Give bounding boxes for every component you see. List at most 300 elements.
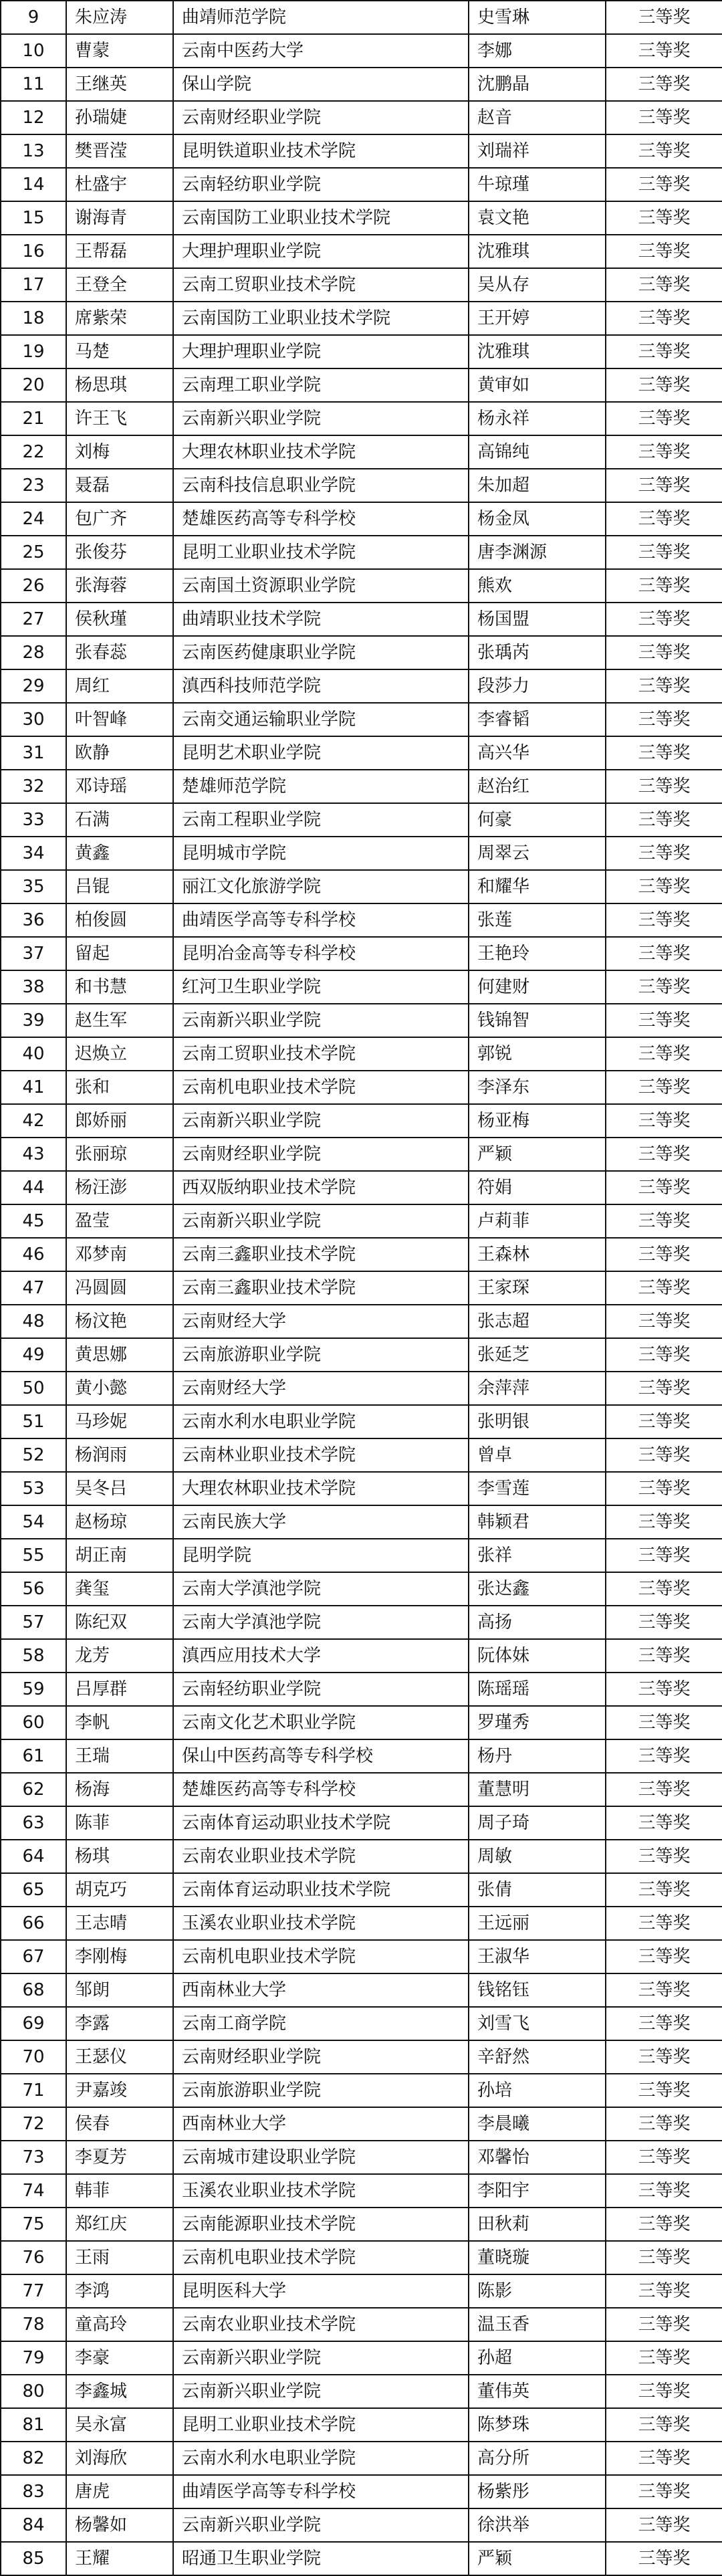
teacher-name-cell: 王开婷 <box>469 302 606 335</box>
award-level-cell: 三等奖 <box>606 168 722 201</box>
table-row <box>1 569 722 603</box>
teacher-name-cell: 高分所 <box>469 2442 606 2475</box>
teacher-name-cell: 董伟英 <box>469 2375 606 2408</box>
award-level-cell: 三等奖 <box>606 1539 722 1572</box>
award-level-cell: 三等奖 <box>606 1138 722 1171</box>
teacher-name-cell: 王远丽 <box>469 1907 606 1940</box>
row-number-cell: 69 <box>1 2007 66 2040</box>
student-name-cell: 聂磊 <box>66 469 173 502</box>
teacher-name-cell: 沈雅琪 <box>469 335 606 368</box>
school-name-cell: 昆明城市学院 <box>173 837 469 870</box>
table-row <box>1 2341 722 2375</box>
school-name-cell: 曲靖师范学院 <box>173 1 469 34</box>
school-name-cell: 云南三鑫职业技术学院 <box>173 1271 469 1305</box>
student-name-cell: 陈菲 <box>66 1806 173 1840</box>
school-name-cell: 云南能源职业技术学院 <box>173 2208 469 2241</box>
school-name-cell: 云南财经大学 <box>173 1372 469 1405</box>
student-name-cell: 柏俊圆 <box>66 903 173 937</box>
school-name-cell: 云南三鑫职业技术学院 <box>173 1238 469 1271</box>
award-level-cell: 三等奖 <box>606 2308 722 2341</box>
table-row <box>1 970 722 1004</box>
row-number-cell: 18 <box>1 302 66 335</box>
award-level-cell: 三等奖 <box>606 1973 722 2007</box>
table-row <box>1 2542 722 2575</box>
row-number-cell: 44 <box>1 1171 66 1204</box>
award-level-cell: 三等奖 <box>606 1305 722 1338</box>
student-name-cell: 吴冬吕 <box>66 1472 173 1505</box>
row-number-cell: 76 <box>1 2241 66 2274</box>
table-row <box>1 2007 722 2040</box>
table-row <box>1 703 722 736</box>
teacher-name-cell: 徐洪举 <box>469 2508 606 2542</box>
school-name-cell: 云南农业职业技术学院 <box>173 2308 469 2341</box>
award-level-cell: 三等奖 <box>606 970 722 1004</box>
table-row <box>1 134 722 168</box>
award-level-cell: 三等奖 <box>606 1004 722 1037</box>
school-name-cell: 西南林业大学 <box>173 1973 469 2007</box>
school-name-cell: 云南新兴职业学院 <box>173 1004 469 1037</box>
teacher-name-cell: 符娟 <box>469 1171 606 1204</box>
table-row <box>1 2475 722 2508</box>
award-level-cell: 三等奖 <box>606 1238 722 1271</box>
table-row <box>1 2107 722 2141</box>
student-name-cell: 谢海青 <box>66 201 173 235</box>
award-level-cell: 三等奖 <box>606 1472 722 1505</box>
award-level-cell: 三等奖 <box>606 1639 722 1673</box>
table-row <box>1 1238 722 1271</box>
row-number-cell: 40 <box>1 1037 66 1071</box>
teacher-name-cell: 韩颖君 <box>469 1505 606 1539</box>
row-number-cell: 22 <box>1 435 66 469</box>
teacher-name-cell: 黄审如 <box>469 368 606 402</box>
award-level-cell: 三等奖 <box>606 903 722 937</box>
row-number-cell: 31 <box>1 736 66 770</box>
student-name-cell: 张丽琼 <box>66 1138 173 1171</box>
award-level-cell: 三等奖 <box>606 1572 722 1606</box>
row-number-cell: 17 <box>1 268 66 302</box>
teacher-name-cell: 沈雅琪 <box>469 235 606 268</box>
row-number-cell: 55 <box>1 1539 66 1572</box>
student-name-cell: 陈纪双 <box>66 1606 173 1639</box>
row-number-cell: 20 <box>1 368 66 402</box>
school-name-cell: 昆明工业职业技术学院 <box>173 536 469 569</box>
row-number-cell: 28 <box>1 636 66 669</box>
row-number-cell: 45 <box>1 1204 66 1238</box>
row-number-cell: 11 <box>1 68 66 101</box>
school-name-cell: 云南新兴职业学院 <box>173 2375 469 2408</box>
row-number-cell: 10 <box>1 34 66 68</box>
teacher-name-cell: 段莎力 <box>469 669 606 703</box>
row-number-cell: 62 <box>1 1773 66 1806</box>
student-name-cell: 曹蒙 <box>66 34 173 68</box>
student-name-cell: 胡正南 <box>66 1539 173 1572</box>
student-name-cell: 冯圆圆 <box>66 1271 173 1305</box>
award-level-cell: 三等奖 <box>606 1438 722 1472</box>
award-level-cell: 三等奖 <box>606 302 722 335</box>
school-name-cell: 大理农林职业技术学院 <box>173 1472 469 1505</box>
table-row <box>1 2141 722 2174</box>
student-name-cell: 李鸿 <box>66 2274 173 2308</box>
row-number-cell: 47 <box>1 1271 66 1305</box>
teacher-name-cell: 高锦纯 <box>469 435 606 469</box>
teacher-name-cell: 辛舒然 <box>469 2040 606 2074</box>
table-row <box>1 2408 722 2442</box>
teacher-name-cell: 钱铭钰 <box>469 1973 606 2007</box>
table-row <box>1 636 722 669</box>
award-level-cell: 三等奖 <box>606 1706 722 1739</box>
row-number-cell: 34 <box>1 837 66 870</box>
teacher-name-cell: 何建财 <box>469 970 606 1004</box>
award-level-cell: 三等奖 <box>606 536 722 569</box>
student-name-cell: 王雨 <box>66 2241 173 2274</box>
school-name-cell: 云南医药健康职业学院 <box>173 636 469 669</box>
school-name-cell: 昆明铁道职业技术学院 <box>173 134 469 168</box>
teacher-name-cell: 杨亚梅 <box>469 1104 606 1138</box>
row-number-cell: 50 <box>1 1372 66 1405</box>
student-name-cell: 吕锟 <box>66 870 173 903</box>
teacher-name-cell: 王森林 <box>469 1238 606 1271</box>
award-level-cell: 三等奖 <box>606 2074 722 2107</box>
student-name-cell: 黄鑫 <box>66 837 173 870</box>
row-number-cell: 53 <box>1 1472 66 1505</box>
student-name-cell: 石满 <box>66 803 173 837</box>
table-row <box>1 669 722 703</box>
row-number-cell: 81 <box>1 2408 66 2442</box>
table-row <box>1 1338 722 1372</box>
school-name-cell: 昆明工业职业技术学院 <box>173 2408 469 2442</box>
row-number-cell: 30 <box>1 703 66 736</box>
row-number-cell: 54 <box>1 1505 66 1539</box>
award-level-cell: 三等奖 <box>606 703 722 736</box>
award-level-cell: 三等奖 <box>606 368 722 402</box>
row-number-cell: 13 <box>1 134 66 168</box>
row-number-cell: 41 <box>1 1071 66 1104</box>
row-number-cell: 82 <box>1 2442 66 2475</box>
award-level-cell: 三等奖 <box>606 2040 722 2074</box>
teacher-name-cell: 高扬 <box>469 1606 606 1639</box>
teacher-name-cell: 张莲 <box>469 903 606 937</box>
student-name-cell: 盈莹 <box>66 1204 173 1238</box>
table-row <box>1 1773 722 1806</box>
award-level-cell: 三等奖 <box>606 1171 722 1204</box>
row-number-cell: 75 <box>1 2208 66 2241</box>
teacher-name-cell: 罗瑾秀 <box>469 1706 606 1739</box>
row-number-cell: 42 <box>1 1104 66 1138</box>
student-name-cell: 邹朗 <box>66 1973 173 2007</box>
teacher-name-cell: 朱加超 <box>469 469 606 502</box>
teacher-name-cell: 周翠云 <box>469 837 606 870</box>
row-number-cell: 9 <box>1 1 66 34</box>
school-name-cell: 云南新兴职业学院 <box>173 2341 469 2375</box>
school-name-cell: 云南城市建设职业学院 <box>173 2141 469 2174</box>
teacher-name-cell: 牛琼瑾 <box>469 168 606 201</box>
row-number-cell: 26 <box>1 569 66 603</box>
award-level-cell: 三等奖 <box>606 134 722 168</box>
table-row <box>1 235 722 268</box>
row-number-cell: 38 <box>1 970 66 1004</box>
award-level-cell: 三等奖 <box>606 1940 722 1973</box>
school-name-cell: 大理护理职业学院 <box>173 235 469 268</box>
school-name-cell: 云南林业职业技术学院 <box>173 1438 469 1472</box>
table-row <box>1 2241 722 2274</box>
row-number-cell: 33 <box>1 803 66 837</box>
school-name-cell: 云南机电职业技术学院 <box>173 1071 469 1104</box>
teacher-name-cell: 何豪 <box>469 803 606 837</box>
student-name-cell: 李露 <box>66 2007 173 2040</box>
award-level-cell: 三等奖 <box>606 335 722 368</box>
school-name-cell: 保山中医药高等专科学校 <box>173 1739 469 1773</box>
student-name-cell: 杨汪澎 <box>66 1171 173 1204</box>
row-number-cell: 52 <box>1 1438 66 1472</box>
student-name-cell: 张海蓉 <box>66 569 173 603</box>
school-name-cell: 云南旅游职业学院 <box>173 1338 469 1372</box>
award-level-cell: 三等奖 <box>606 101 722 134</box>
teacher-name-cell: 陈梦珠 <box>469 2408 606 2442</box>
school-name-cell: 玉溪农业职业技术学院 <box>173 2174 469 2208</box>
award-level-cell: 三等奖 <box>606 2241 722 2274</box>
student-name-cell: 李夏芳 <box>66 2141 173 2174</box>
student-name-cell: 唐虎 <box>66 2475 173 2508</box>
teacher-name-cell: 史雪琳 <box>469 1 606 34</box>
school-name-cell: 云南大学滇池学院 <box>173 1572 469 1606</box>
school-name-cell: 曲靖医学高等专科学校 <box>173 903 469 937</box>
row-number-cell: 14 <box>1 168 66 201</box>
award-level-cell: 三等奖 <box>606 1739 722 1773</box>
student-name-cell: 侯春 <box>66 2107 173 2141</box>
teacher-name-cell: 高兴华 <box>469 736 606 770</box>
school-name-cell: 云南机电职业技术学院 <box>173 1940 469 1973</box>
student-name-cell: 张俊芬 <box>66 536 173 569</box>
school-name-cell: 云南理工职业学院 <box>173 368 469 402</box>
row-number-cell: 68 <box>1 1973 66 2007</box>
row-number-cell: 74 <box>1 2174 66 2208</box>
school-name-cell: 云南国防工业职业技术学院 <box>173 201 469 235</box>
award-level-cell: 三等奖 <box>606 870 722 903</box>
table-row <box>1 770 722 803</box>
school-name-cell: 昭通卫生职业学院 <box>173 2542 469 2575</box>
award-level-cell: 三等奖 <box>606 201 722 235</box>
table-row <box>1 368 722 402</box>
student-name-cell: 龚玺 <box>66 1572 173 1606</box>
teacher-name-cell: 董晓璇 <box>469 2241 606 2274</box>
row-number-cell: 39 <box>1 1004 66 1037</box>
student-name-cell: 留起 <box>66 937 173 970</box>
table-row <box>1 1706 722 1739</box>
student-name-cell: 王帮磊 <box>66 235 173 268</box>
student-name-cell: 吕厚群 <box>66 1673 173 1706</box>
school-name-cell: 楚雄师范学院 <box>173 770 469 803</box>
award-level-cell: 三等奖 <box>606 669 722 703</box>
row-number-cell: 67 <box>1 1940 66 1973</box>
school-name-cell: 云南财经职业学院 <box>173 2040 469 2074</box>
table-row <box>1 1639 722 1673</box>
teacher-name-cell: 陈瑶瑶 <box>469 1673 606 1706</box>
student-name-cell: 郎娇丽 <box>66 1104 173 1138</box>
school-name-cell: 昆明艺术职业学院 <box>173 736 469 770</box>
school-name-cell: 云南水利水电职业学院 <box>173 1405 469 1438</box>
table-row <box>1 402 722 435</box>
award-level-cell: 三等奖 <box>606 1773 722 1806</box>
row-number-cell: 80 <box>1 2375 66 2408</box>
school-name-cell: 云南文化艺术职业学院 <box>173 1706 469 1739</box>
student-name-cell: 郑红庆 <box>66 2208 173 2241</box>
table-row <box>1 1372 722 1405</box>
student-name-cell: 李豪 <box>66 2341 173 2375</box>
row-number-cell: 65 <box>1 1873 66 1907</box>
teacher-name-cell: 严颖 <box>469 2542 606 2575</box>
table-row <box>1 469 722 502</box>
row-number-cell: 58 <box>1 1639 66 1673</box>
award-level-cell: 三等奖 <box>606 1204 722 1238</box>
student-name-cell: 韩菲 <box>66 2174 173 2208</box>
table-row <box>1 1037 722 1071</box>
award-level-cell: 三等奖 <box>606 1606 722 1639</box>
school-name-cell: 云南旅游职业学院 <box>173 2074 469 2107</box>
award-level-cell: 三等奖 <box>606 803 722 837</box>
award-level-cell: 三等奖 <box>606 1907 722 1940</box>
student-name-cell: 刘海欣 <box>66 2442 173 2475</box>
school-name-cell: 滇西科技师范学院 <box>173 669 469 703</box>
row-number-cell: 77 <box>1 2274 66 2308</box>
award-level-cell: 三等奖 <box>606 268 722 302</box>
teacher-name-cell: 熊欢 <box>469 569 606 603</box>
award-level-cell: 三等奖 <box>606 603 722 636</box>
school-name-cell: 云南轻纺职业学院 <box>173 168 469 201</box>
student-name-cell: 包广齐 <box>66 502 173 536</box>
teacher-name-cell: 张达鑫 <box>469 1572 606 1606</box>
school-name-cell: 保山学院 <box>173 68 469 101</box>
school-name-cell: 云南财经职业学院 <box>173 101 469 134</box>
student-name-cell: 赵生军 <box>66 1004 173 1037</box>
teacher-name-cell: 张祥 <box>469 1539 606 1572</box>
student-name-cell: 王登全 <box>66 268 173 302</box>
school-name-cell: 云南水利水电职业学院 <box>173 2442 469 2475</box>
school-name-cell: 丽江文化旅游学院 <box>173 870 469 903</box>
teacher-name-cell: 杨紫彤 <box>469 2475 606 2508</box>
teacher-name-cell: 李睿韬 <box>469 703 606 736</box>
award-level-cell: 三等奖 <box>606 402 722 435</box>
teacher-name-cell: 张倩 <box>469 1873 606 1907</box>
school-name-cell: 玉溪农业职业技术学院 <box>173 1907 469 1940</box>
award-level-cell: 三等奖 <box>606 1673 722 1706</box>
award-level-cell: 三等奖 <box>606 2174 722 2208</box>
school-name-cell: 云南新兴职业学院 <box>173 1204 469 1238</box>
row-number-cell: 37 <box>1 937 66 970</box>
table-row <box>1 1305 722 1338</box>
table-row <box>1 2375 722 2408</box>
student-name-cell: 樊晋滢 <box>66 134 173 168</box>
award-level-cell: 三等奖 <box>606 2141 722 2174</box>
teacher-name-cell: 董慧明 <box>469 1773 606 1806</box>
row-number-cell: 23 <box>1 469 66 502</box>
table-row <box>1 335 722 368</box>
teacher-name-cell: 李阳宇 <box>469 2174 606 2208</box>
teacher-name-cell: 钱锦智 <box>469 1004 606 1037</box>
table-row <box>1 1806 722 1840</box>
table-row <box>1 1840 722 1873</box>
table-row <box>1 268 722 302</box>
student-name-cell: 胡克巧 <box>66 1873 173 1907</box>
student-name-cell: 杨馨如 <box>66 2508 173 2542</box>
teacher-name-cell: 王家琛 <box>469 1271 606 1305</box>
table-row <box>1 2442 722 2475</box>
school-name-cell: 云南中医药大学 <box>173 34 469 68</box>
table-row <box>1 68 722 101</box>
student-name-cell: 王耀 <box>66 2542 173 2575</box>
award-level-cell: 三等奖 <box>606 2007 722 2040</box>
school-name-cell: 云南大学滇池学院 <box>173 1606 469 1639</box>
student-name-cell: 邓梦南 <box>66 1238 173 1271</box>
award-level-cell: 三等奖 <box>606 1338 722 1372</box>
teacher-name-cell: 李雪莲 <box>469 1472 606 1505</box>
student-name-cell: 尹嘉竣 <box>66 2074 173 2107</box>
teacher-name-cell: 陈影 <box>469 2274 606 2308</box>
table-row <box>1 536 722 569</box>
table-row <box>1 937 722 970</box>
student-name-cell: 许王飞 <box>66 402 173 435</box>
award-level-cell: 三等奖 <box>606 837 722 870</box>
row-number-cell: 27 <box>1 603 66 636</box>
student-name-cell: 邓诗瑶 <box>66 770 173 803</box>
teacher-name-cell: 赵音 <box>469 101 606 134</box>
table-row <box>1 1873 722 1907</box>
row-number-cell: 57 <box>1 1606 66 1639</box>
table-row <box>1 201 722 235</box>
row-number-cell: 29 <box>1 669 66 703</box>
award-level-cell: 三等奖 <box>606 2508 722 2542</box>
student-name-cell: 马楚 <box>66 335 173 368</box>
award-level-cell: 三等奖 <box>606 2375 722 2408</box>
table-row <box>1 1204 722 1238</box>
teacher-name-cell: 刘雪飞 <box>469 2007 606 2040</box>
row-number-cell: 15 <box>1 201 66 235</box>
row-number-cell: 24 <box>1 502 66 536</box>
row-number-cell: 59 <box>1 1673 66 1706</box>
student-name-cell: 杨海 <box>66 1773 173 1806</box>
student-name-cell: 迟焕立 <box>66 1037 173 1071</box>
student-name-cell: 朱应涛 <box>66 1 173 34</box>
school-name-cell: 云南新兴职业学院 <box>173 1104 469 1138</box>
row-number-cell: 46 <box>1 1238 66 1271</box>
school-name-cell: 云南轻纺职业学院 <box>173 1673 469 1706</box>
table-row <box>1 1505 722 1539</box>
table-row <box>1 736 722 770</box>
award-level-cell: 三等奖 <box>606 770 722 803</box>
school-name-cell: 云南科技信息职业学院 <box>173 469 469 502</box>
row-number-cell: 73 <box>1 2141 66 2174</box>
teacher-name-cell: 曾卓 <box>469 1438 606 1472</box>
teacher-name-cell: 和耀华 <box>469 870 606 903</box>
award-level-cell: 三等奖 <box>606 2107 722 2141</box>
teacher-name-cell: 张延芝 <box>469 1338 606 1372</box>
award-level-cell: 三等奖 <box>606 2408 722 2442</box>
teacher-name-cell: 周敏 <box>469 1840 606 1873</box>
school-name-cell: 云南工贸职业技术学院 <box>173 268 469 302</box>
award-level-cell: 三等奖 <box>606 435 722 469</box>
teacher-name-cell: 余萍萍 <box>469 1372 606 1405</box>
row-number-cell: 19 <box>1 335 66 368</box>
school-name-cell: 云南新兴职业学院 <box>173 402 469 435</box>
school-name-cell: 云南工商学院 <box>173 2007 469 2040</box>
teacher-name-cell: 田秋莉 <box>469 2208 606 2241</box>
award-level-cell: 三等奖 <box>606 1505 722 1539</box>
student-name-cell: 龙芳 <box>66 1639 173 1673</box>
table-row <box>1 502 722 536</box>
table-row <box>1 1907 722 1940</box>
teacher-name-cell: 孙培 <box>469 2074 606 2107</box>
student-name-cell: 王瑟仪 <box>66 2040 173 2074</box>
student-name-cell: 童高玲 <box>66 2308 173 2341</box>
